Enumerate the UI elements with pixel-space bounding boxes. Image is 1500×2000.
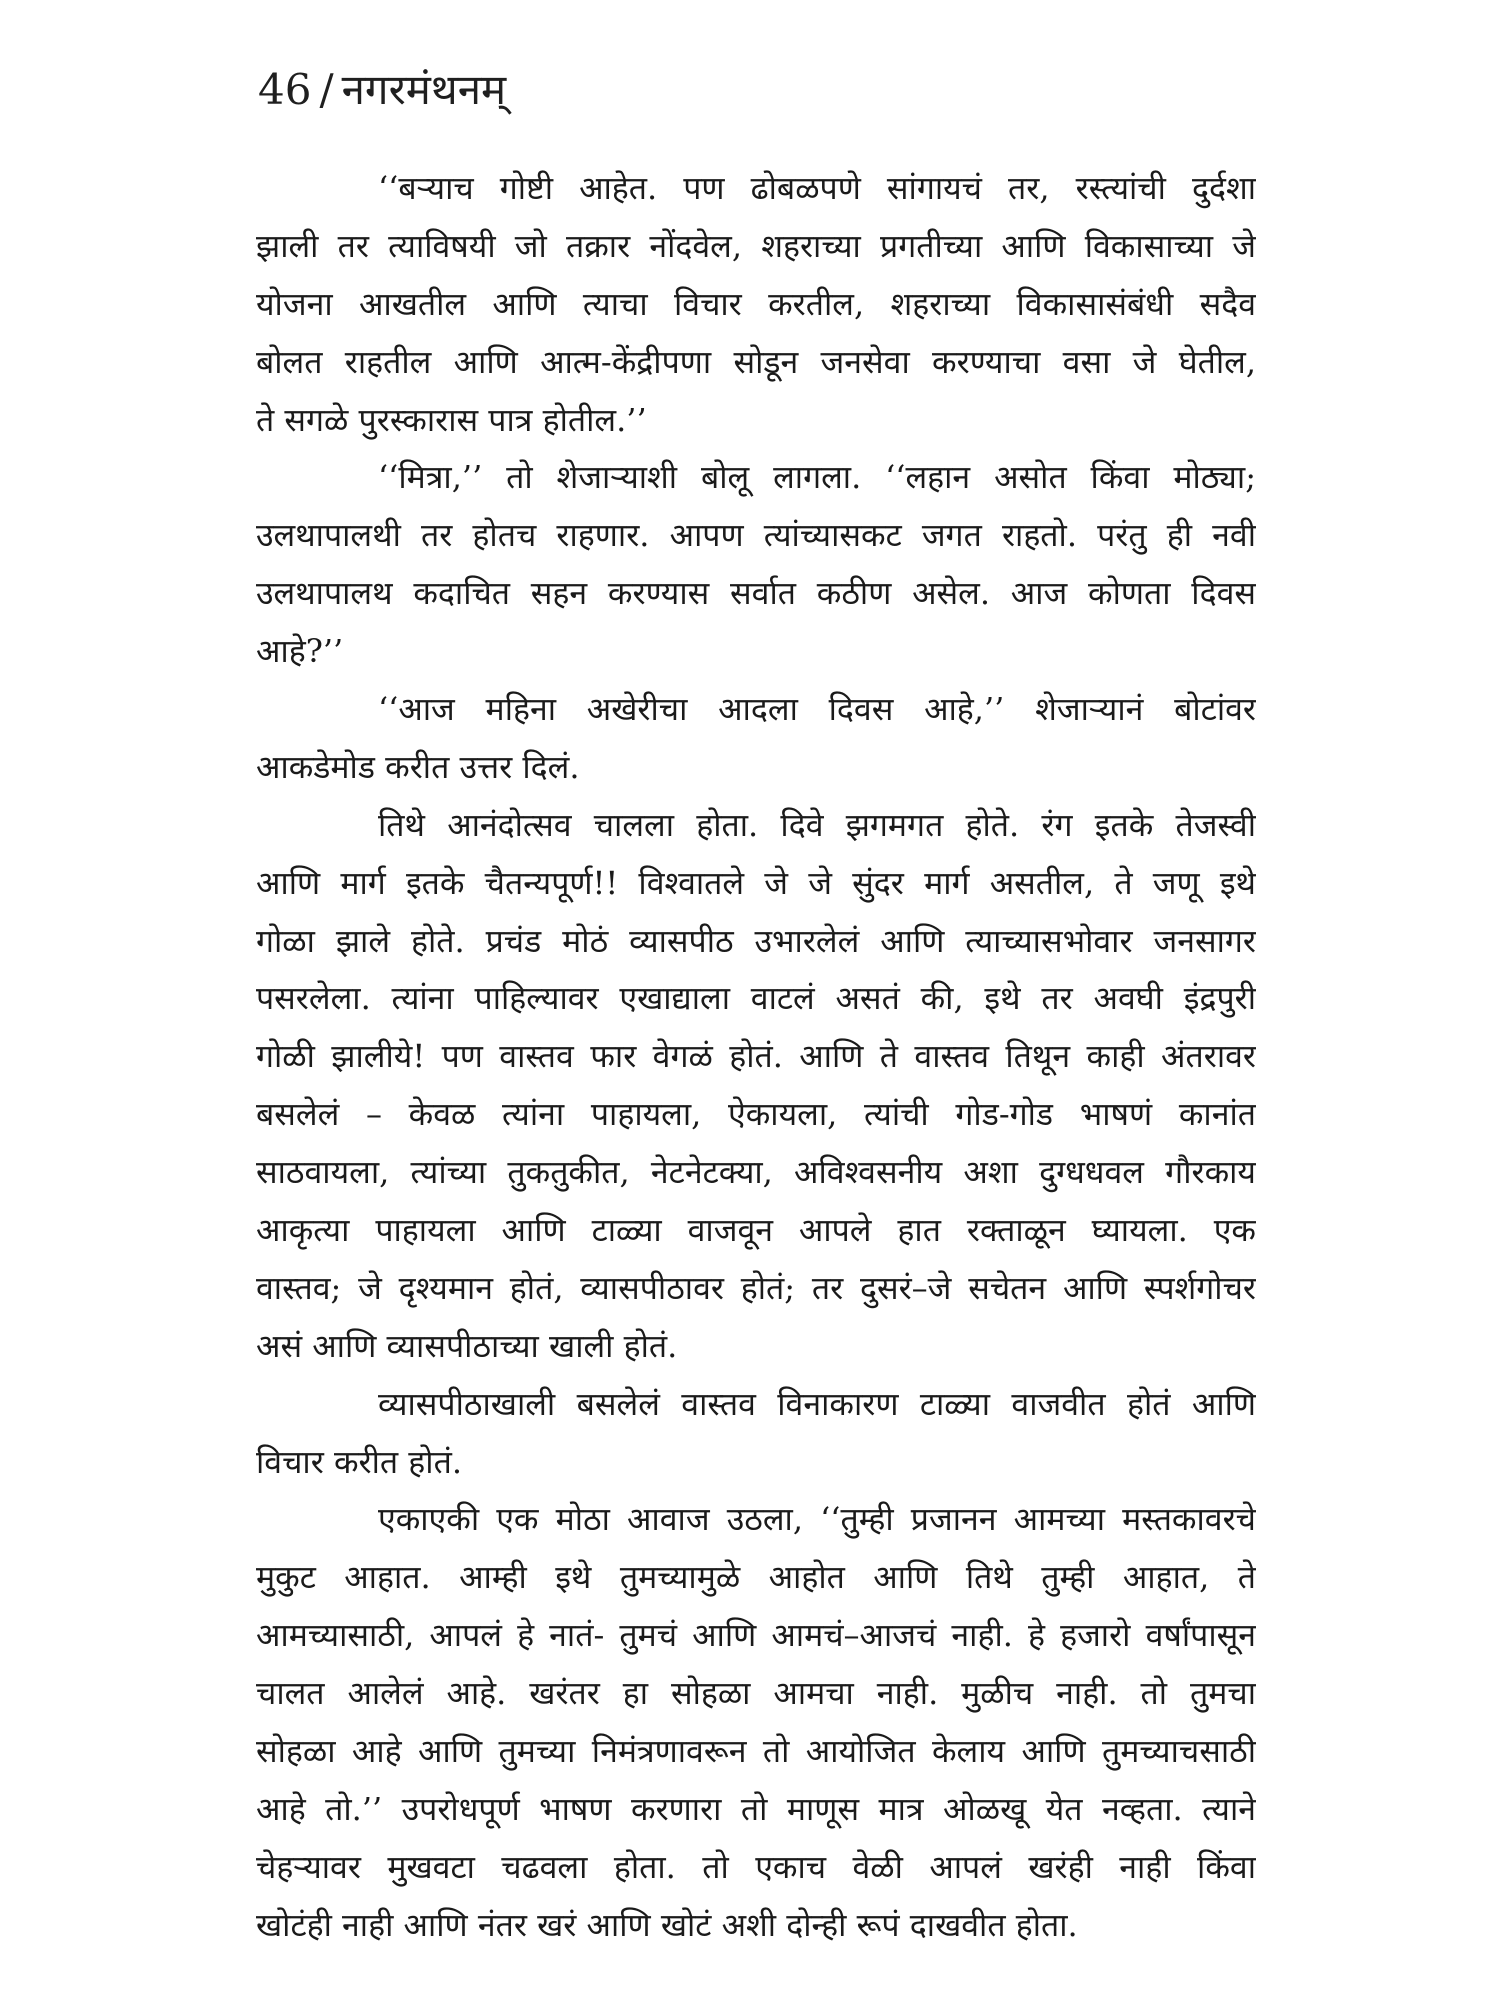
book-title: नगरमंथनम् — [341, 65, 507, 114]
text-line: सोहळा आहे आणि तुमच्या निमंत्रणावरून तो आयोजित केलाय आणि तुमच्याचसाठी — [256, 1732, 1256, 1771]
paragraph-4 — [256, 797, 1256, 1376]
text-line: विचार करीत होतं. — [256, 1442, 463, 1481]
text-line: योजना आखतील आणि त्याचा विचार करतील, शहराच्या विकासासंबंधी सदैव — [256, 284, 1256, 323]
paragraph-5 — [256, 1376, 1256, 1492]
paragraph-2 — [256, 449, 1256, 681]
header-separator: / — [319, 65, 334, 114]
text-line: चालत आलेलं आहे. खरंतर हा सोहळा आमचा नाही. मुळीच नाही. तो तुमचा — [256, 1674, 1256, 1713]
text-line: गोळा झाले होते. प्रचंड मोठं व्यासपीठ उभारलेलं आणि त्याच्यासभोवार जनसागर — [256, 921, 1256, 960]
text-line: खोटंही नाही आणि नंतर खरं आणि खोटं अशी दोन्ही रूपं दाखवीत होता. — [256, 1905, 1078, 1944]
paragraph-6 — [256, 1491, 1256, 1954]
text-line: उलथापालथ कदाचित सहन करण्यास सर्वात कठीण असेल. आज कोणता दिवस — [256, 574, 1256, 613]
text-line: गोळी झालीये! पण वास्तव फार वेगळं होतं. आणि ते वास्तव तिथून काही अंतरावर — [256, 1037, 1256, 1076]
text-line: आहे तो.’’ उपरोधपूर्ण भाषण करणारा तो माणूस मात्र ओळखू येत नव्हता. त्याने — [256, 1789, 1256, 1828]
text-line: झाली तर त्याविषयी जो तक्रार नोंदवेल, शहराच्या प्रगतीच्या आणि विकासाच्या जे — [256, 226, 1256, 265]
text-line: बोलत राहतील आणि आत्म-केंद्रीपणा सोडून जनसेवा करण्याचा वसा जे घेतील, — [256, 342, 1256, 381]
text-line: असं आणि व्यासपीठाच्या खाली होतं. — [256, 1326, 678, 1365]
text-line: उलथापालथी तर होतच राहणार. आपण त्यांच्यासकट जगत राहतो. परंतु ही नवी — [256, 516, 1256, 555]
text-line: वास्तव; जे दृश्यमान होतं, व्यासपीठावर होतं; तर दुसरं–जे सचेतन आणि स्पर्शगोचर — [256, 1268, 1256, 1307]
text-line: आकृत्या पाहायला आणि टाळ्या वाजवून आपले हात रक्ताळून घ्यायला. एक — [256, 1211, 1256, 1250]
text-line: ‘‘मित्रा,’’ तो शेजाऱ्याशी बोलू लागला. ‘‘लहान असोत किंवा मोठ्या; — [378, 458, 1256, 497]
text-line: पसरलेला. त्यांना पाहिल्यावर एखाद्याला वाटलं असतं की, इथे तर अवघी इंद्रपुरी — [256, 979, 1256, 1018]
page-header — [258, 62, 506, 118]
page-number: 46 — [258, 65, 312, 114]
text-line: तिथे आनंदोत्सव चालला होता. दिवे झगमगत होते. रंग इतके तेजस्वी — [378, 805, 1256, 844]
text-line: ते सगळे पुरस्कारास पात्र होतील.’’ — [256, 400, 647, 439]
paragraph-1 — [256, 160, 1256, 449]
text-line: आमच्यासाठी, आपलं हे नातं- तुमचं आणि आमचं–आजचं नाही. हे हजारो वर्षांपासून — [256, 1616, 1256, 1655]
text-line: आहे?’’ — [256, 632, 344, 671]
text-line: आणि मार्ग इतके चैतन्यपूर्ण!! विश्वातले जे जे सुंदर मार्ग असतील, ते जणू इथे — [256, 863, 1256, 902]
text-line: व्यासपीठाखाली बसलेलं वास्तव विनाकारण टाळ्या वाजवीत होतं आणि — [378, 1384, 1256, 1423]
body-text — [256, 160, 1256, 1955]
text-line: ‘‘बऱ्याच गोष्टी आहेत. पण ढोबळपणे सांगायचं तर, रस्त्यांची दुर्दशा — [378, 169, 1256, 207]
text-line: मुकुट आहात. आम्ही इथे तुमच्यामुळे आहोत आणि तिथे तुम्ही आहात, ते — [256, 1558, 1256, 1597]
text-line: बसलेलं – केवळ त्यांना पाहायला, ऐकायला, त्यांची गोड-गोड भाषणं कानांत — [256, 1095, 1256, 1134]
text-line: चेहऱ्यावर मुखवटा चढवला होता. तो एकाच वेळी आपलं खरंही नाही किंवा — [256, 1847, 1256, 1886]
text-line: साठवायला, त्यांच्या तुकतुकीत, नेटनेटक्या, अविश्वसनीय अशा दुग्धधवल गौरकाय — [256, 1153, 1256, 1192]
text-line: आकडेमोड करीत उत्तर दिलं. — [256, 747, 580, 786]
text-line: ‘‘आज महिना अखेरीचा आदला दिवस आहे,’’ शेजाऱ्यानं बोटांवर — [378, 690, 1256, 729]
paragraph-3 — [256, 681, 1256, 797]
text-line: एकाएकी एक मोठा आवाज उठला, ‘‘तुम्ही प्रजानन आमच्या मस्तकावरचे — [378, 1500, 1256, 1539]
